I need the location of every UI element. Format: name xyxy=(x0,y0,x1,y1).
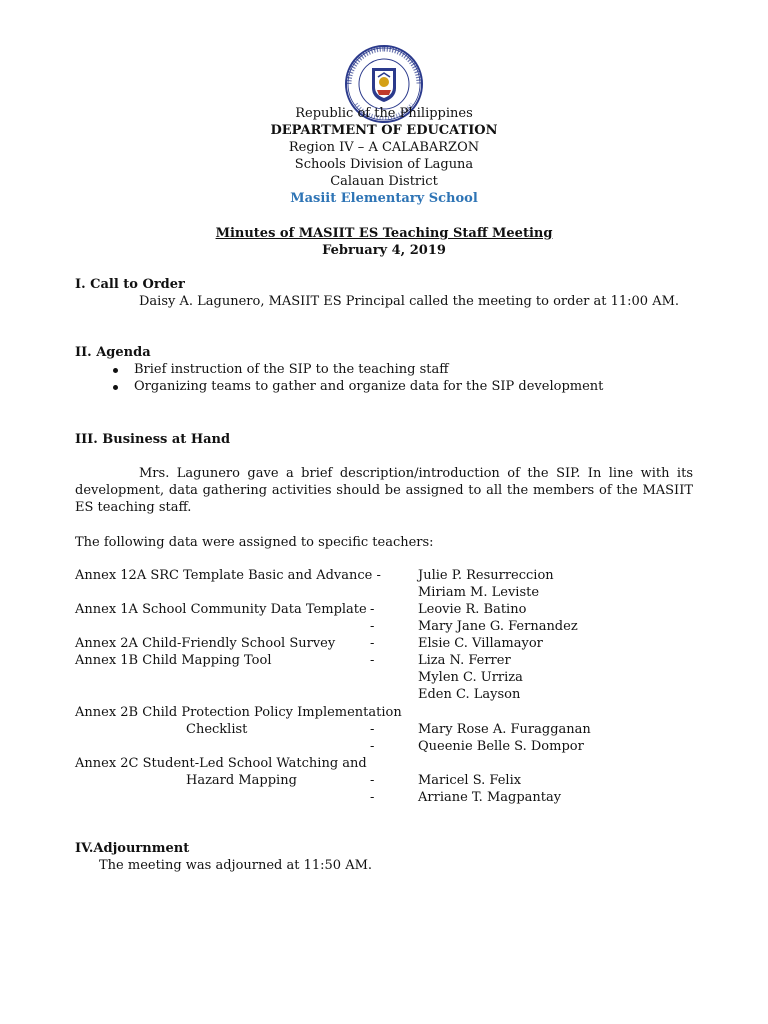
business-paragraph-text: Mrs. Lagunero gave a brief description/introduction of the SIP. In line with its development, data gathering activities should be assigned to all the members of the MASIIT ES teaching staff. xyxy=(75,466,693,515)
teacher-name: Queenie Belle S. Dompor xyxy=(418,739,584,754)
teacher-name: Leovie R. Batino xyxy=(418,602,527,617)
annex-label: Checklist xyxy=(186,722,248,737)
dash-separator: - xyxy=(370,722,375,737)
dash-separator: - xyxy=(370,619,375,634)
dash-separator: - xyxy=(370,739,375,754)
section-heading-business-at-hand: III. Business at Hand xyxy=(75,432,231,447)
header-district: Calauan District xyxy=(330,174,438,189)
teacher-name: Mylen C. Urriza xyxy=(418,670,523,685)
annex-label: Annex 1A School Community Data Template xyxy=(75,602,367,617)
agenda-item: Brief instruction of the SIP to the teaching staff xyxy=(134,362,449,377)
dash-separator: - xyxy=(370,653,375,668)
teacher-name: Maricel S. Felix xyxy=(418,773,522,788)
header-department: DEPARTMENT OF EDUCATION xyxy=(270,123,498,138)
header-republic: Republic of the Philippines xyxy=(295,106,473,121)
teacher-name: Julie P. Resurreccion xyxy=(418,568,554,583)
annex-label: Annex 1B Child Mapping Tool xyxy=(75,653,272,668)
section-heading-adjournment: IV.Adjournment xyxy=(75,841,190,856)
section-heading-call-to-order: I. Call to Order xyxy=(75,277,185,292)
assignment-intro: The following data were assigned to specific teachers: xyxy=(75,535,434,550)
bullet-icon xyxy=(113,385,118,390)
meeting-date: February 4, 2019 xyxy=(322,243,446,258)
document-title: Minutes of MASIIT ES Teaching Staff Meeting xyxy=(215,226,553,241)
annex-label: Annex 12A SRC Template Basic and Advance - xyxy=(75,568,381,583)
teacher-name: Eden C. Layson xyxy=(418,687,521,702)
header-division: Schools Division of Laguna xyxy=(294,157,474,172)
bullet-icon xyxy=(113,368,118,373)
dash-separator: - xyxy=(370,602,375,617)
dash-separator: - xyxy=(370,790,375,805)
header-school-name: Masiit Elementary School xyxy=(290,191,478,206)
teacher-name: Miriam M. Leviste xyxy=(418,585,540,600)
section-heading-agenda: II. Agenda xyxy=(75,345,151,360)
business-paragraph xyxy=(75,465,693,516)
adjournment-text: The meeting was adjourned at 11:50 AM. xyxy=(99,858,373,873)
annex-label: Annex 2C Student-Led School Watching and xyxy=(75,756,367,771)
dash-separator: - xyxy=(370,636,375,651)
header-region: Region IV – A CALABARZON xyxy=(288,140,480,155)
annex-label: Hazard Mapping xyxy=(186,773,297,788)
teacher-name: Mary Jane G. Fernandez xyxy=(418,619,578,634)
dash-separator: - xyxy=(370,773,375,788)
call-to-order-text: Daisy A. Lagunero, MASIIT ES Principal called the meeting to order at 11:00 AM. xyxy=(139,294,680,309)
teacher-name: Arriane T. Magpantay xyxy=(418,790,562,805)
agenda-item: Organizing teams to gather and organize data for the SIP development xyxy=(134,379,604,394)
teacher-name: Mary Rose A. Furagganan xyxy=(418,722,591,737)
annex-label: Annex 2A Child-Friendly School Survey xyxy=(75,636,336,651)
annex-label: Annex 2B Child Protection Policy Implementation xyxy=(75,705,402,720)
teacher-name: Liza N. Ferrer xyxy=(418,653,511,668)
teacher-name: Elsie C. Villamayor xyxy=(418,636,543,651)
